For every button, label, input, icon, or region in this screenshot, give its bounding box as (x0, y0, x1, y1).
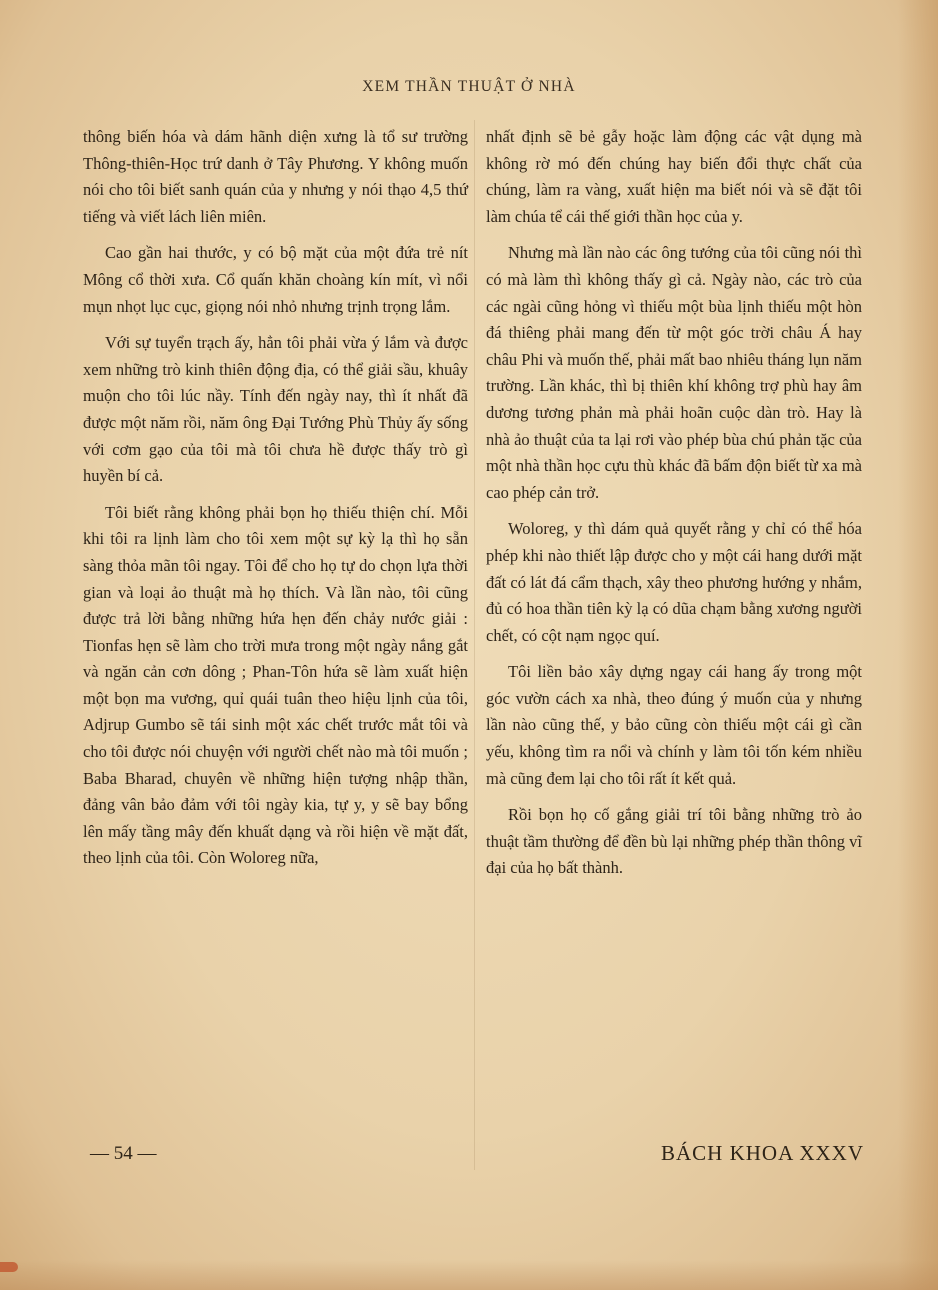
page-number: — 54 — (90, 1143, 157, 1164)
paragraph: Với sự tuyển trạch ấy, hẳn tôi phải vừa ý lắm và được xem những trò kinh thiên động địa, có thể giải sầu, khuây muộn cho tôi lúc nầy. Tính đến ngày nay, thì ít nhất đã được một năm rồi, năm ông Đại Tướng Phù Thủy ấy sống với cơm gạo của tôi mà tôi chưa hề được thấy trò gì huyền bí cả. (83, 333, 468, 486)
page-edge-shadow-bottom (0, 1260, 938, 1290)
paragraph: Tôi liền bảo xây dựng ngay cái hang ấy trong một góc vườn cách xa nhà, theo đúng ý muốn của y nhưng lần nào cũng thế, y bảo cũng còn thiếu một cái gì cần yếu, không tìm ra nổi và chính y làm tôi tốn kém nhiều mà cũng đem lại cho tôi rất ít kết quả. (486, 662, 862, 788)
page-edge-shadow-right (898, 0, 938, 1290)
left-column (83, 124, 468, 882)
paragraph: Cao gần hai thước, y có bộ mặt của một đứa trẻ nít Mông cổ thời xưa. Cổ quấn khăn choàng kín mít, vì nổi mụn nhọt lục cục, giọng nói nhỏ nhưng trịnh trọng lắm. (83, 243, 468, 316)
running-header: XEM THẦN THUẬT Ở NHÀ (362, 78, 576, 95)
paragraph: Nhưng mà lần nào các ông tướng của tôi cũng nói thì có mà làm thì không thấy gì cả. Ngày nào, các trò của các ngài cũng hỏng vì thiếu một bùa lịnh thiếu một hòn đá thiêng phải mang đến từ một góc trời châu Á hay châu Phi và muốn thế, phải mất bao nhiêu tháng lụn năm trường. Lần khác, thì bị thiên khí không trợ phù hay âm dương tương phản mà phải hoãn cuộc dàn trò. Hay là nhà ảo thuật của ta lại rơi vào phép bùa chú phản tặc của một nhà thần học cựu thù khác đã bấm độn biết từ xa mà cao phép cản trở. (486, 243, 862, 502)
paragraph: thông biến hóa và dám hãnh diện xưng là tổ sư trường Thông-thiên-Học trứ danh ở Tây Phương. Y không muốn nói cho tôi biết sanh quán của y nhưng y nói thạo 4,5 thứ tiếng và viết lách liên miên. (83, 127, 468, 226)
right-column (486, 124, 862, 892)
paragraph: Tôi biết rằng không phải bọn họ thiếu thiện chí. Mỗi khi tôi ra lịnh làm cho tôi xem một sự kỳ lạ thì họ sẵn sàng thỏa mãn tôi ngay. Tôi để cho họ tự do chọn lựa thời gian và loại ảo thuật mà họ thích. Và lần nào, tôi cũng được trả lời bằng những hứa hẹn đến chảy nước giải : Tionfas hẹn sẽ làm cho trời mưa trong một ngày nắng gắt và ngăn cản cơn dông ; Phan-Tôn hứa sẽ làm xuất hiện một bọn ma vương, quỉ quái tuân theo hiệu lịnh của tôi, Adjrup Gumbo sẽ tái sinh một xác chết trước mắt tôi và cho tôi được nói chuyện với người chết nào mà tôi muốn ; Baba Bharad, chuyên về những hiện tượng nhập thần, đảng vân bảo đảm với tôi ngày kia, tự y, y sẽ bay bổng lên mấy tầng mây đến khuất dạng và rồi hiện về mặt đất, theo lịnh của tôi. Còn Woloreg nữa, (83, 502, 468, 868)
paragraph: nhất định sẽ bẻ gẫy hoặc làm động các vật dụng mà không rờ mó đến chúng hay biến đổi thực chất của chúng, làm ra vàng, xuất hiện ma biết nói và sẽ đặt tôi làm chúa tể cái thế giới thần học của y. (486, 127, 862, 226)
paragraph: Rồi bọn họ cố gắng giải trí tôi bằng những trò ảo thuật tầm thường để đền bù lại những phép thần thông vĩ đại của họ bất thành. (486, 805, 862, 878)
paragraph: Woloreg, y thì dám quả quyết rằng y chỉ có thể hóa phép khi nào thiết lập được cho y một cái hang dưới mặt đất có lát đá cẩm thạch, xây theo phương hướng y nhắm, đủ có hoa thần tiên kỳ lạ có dũa chạm bằng xương người chết, có cột nạm ngọc quí. (486, 519, 862, 645)
page-fold-line (474, 120, 475, 1170)
page-stain (0, 1262, 18, 1272)
publication-name: BÁCH KHOA XXXV (660, 1141, 864, 1165)
